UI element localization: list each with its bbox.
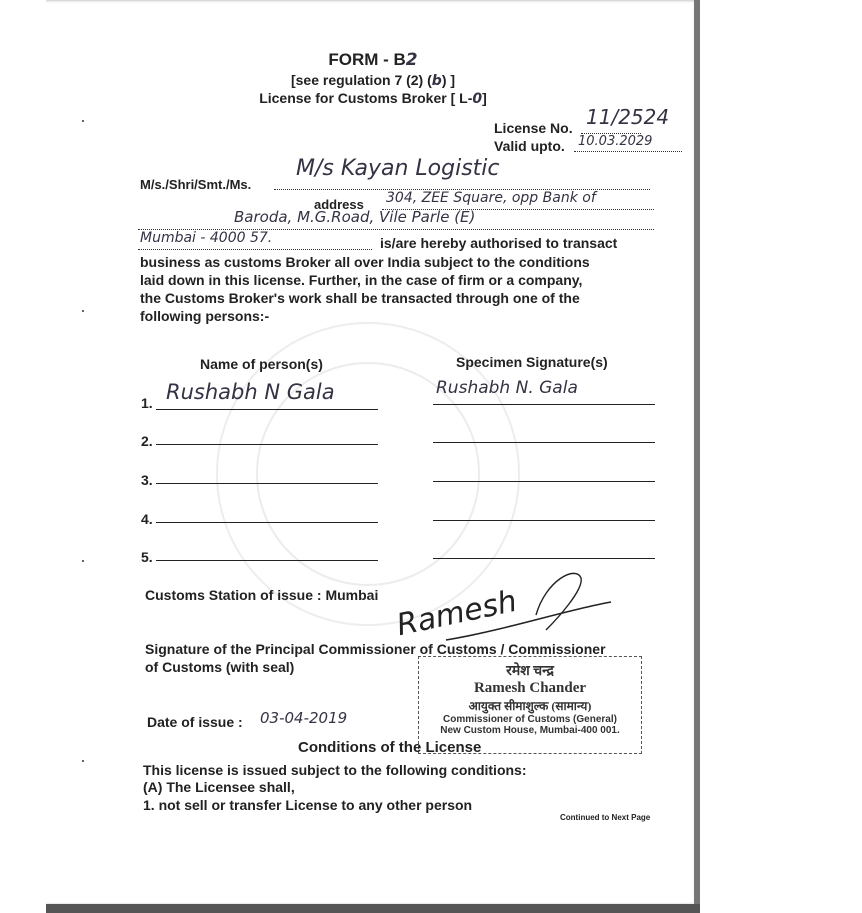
person-signature-line — [433, 404, 655, 405]
person-row-number: 5. — [141, 549, 153, 565]
scan-margin-right — [700, 0, 862, 913]
specimen-signature-header: Specimen Signature(s) — [456, 354, 608, 370]
continued-note: Continued to Next Page — [560, 813, 651, 822]
valid-upto-value: 10.03.2029 — [578, 134, 653, 149]
license-no-label: License No. — [494, 120, 573, 136]
licensee-name-value: M/s Kayan Logistic — [296, 156, 500, 181]
subtitle-handwritten: 0 — [472, 91, 483, 107]
date-of-issue-label: Date of issue : — [147, 714, 243, 730]
name-of-persons-header: Name of person(s) — [200, 356, 323, 372]
address-line-3: Mumbai - 4000 57. — [140, 230, 273, 246]
conditions-part-a: (A) The Licensee shall, — [143, 779, 295, 795]
license-document-page — [46, 0, 700, 905]
license-no-value: 11/2524 — [586, 105, 670, 129]
scan-speck — [82, 310, 84, 312]
page-right-edge-shadow — [694, 0, 700, 912]
conditions-heading: Conditions of the License — [298, 739, 482, 756]
commissioner-label-line-2: of Customs (with seal) — [145, 659, 295, 675]
form-title — [46, 50, 700, 70]
person-name-line — [156, 522, 378, 523]
regulation-text: [see regulation 7 (2) ( — [290, 72, 432, 88]
person-row-number: 4. — [141, 511, 153, 527]
conditions-intro: This license is issued subject to the following conditions: — [143, 762, 527, 778]
valid-upto-label: Valid upto. — [494, 138, 565, 154]
commissioner-signature: Ramesh — [393, 583, 520, 644]
regulation-end: ) ] — [441, 72, 456, 88]
date-of-issue-value: 03-04-2019 — [260, 709, 348, 727]
authorised-text: is/are hereby authorised to transact — [380, 235, 618, 251]
person-signature-line — [433, 520, 655, 521]
commissioner-label-line-1: Signature of the Principal Commissioner of Customs / Commissioner — [145, 641, 606, 657]
scan-margin-left — [0, 0, 46, 913]
signature-stroke — [446, 602, 611, 640]
person-name-line — [156, 409, 378, 410]
form-title-text: FORM - B — [328, 50, 406, 69]
conditions-item-1: 1. not sell or transfer License to any other person — [143, 797, 473, 813]
form-title-handwritten: 2 — [405, 50, 418, 70]
subtitle-text: License for Customs Broker [ L- — [259, 90, 473, 106]
address-line-1: 304, ZEE Square, opp Bank of — [386, 190, 596, 206]
scan-speck — [82, 760, 84, 762]
stamp-name: Ramesh Chander — [473, 680, 587, 696]
body-line-1: business as customs Broker all over India subject to the conditions — [140, 254, 590, 270]
person-row-number: 3. — [141, 472, 153, 488]
person-name-line — [156, 560, 378, 561]
scan-speck — [82, 560, 84, 562]
customs-station: Customs Station of issue : Mumbai — [145, 587, 379, 603]
scan-speck — [82, 120, 84, 122]
body-line-2: laid down in this license. Further, in the case of firm or a company, — [140, 272, 583, 288]
person-signature-line — [433, 558, 655, 559]
body-line-4: following persons:- — [140, 308, 270, 324]
licensee-name-label: M/s./Shri/Smt./Ms. — [140, 177, 252, 192]
stamp-hindi-name: रमेश चन्द्र — [506, 664, 554, 679]
body-line-3: the Customs Broker's work shall be transacted through one of the — [140, 290, 580, 306]
person-name-line — [156, 483, 378, 484]
person-name-value: Rushabh N Gala — [166, 380, 335, 404]
person-row-number: 2. — [141, 433, 153, 449]
subtitle-end: ] — [482, 90, 487, 106]
address-label: address — [314, 197, 364, 212]
person-signature-value: Rushabh N. Gala — [436, 378, 578, 398]
regulation-handwritten: b — [431, 73, 442, 89]
person-name-line — [156, 444, 378, 445]
stamp-title: Commissioner of Customs (General) — [443, 714, 617, 725]
signature-loop — [536, 573, 581, 630]
person-signature-line — [433, 442, 655, 443]
page-bottom-edge-shadow — [46, 904, 700, 913]
address-dots-3 — [138, 249, 372, 250]
signature-flourish — [386, 560, 626, 650]
stamp-address: New Custom House, Mumbai-400 001. — [440, 725, 620, 736]
stamp-hindi-title: आयुक्त सीमाशुल्क (सामान्य) — [468, 699, 592, 713]
person-row-number: 1. — [141, 395, 153, 411]
regulation-line — [46, 72, 700, 89]
person-signature-line — [433, 481, 655, 482]
valid-upto-dots — [574, 151, 682, 152]
address-line-2: Baroda, M.G.Road, Vile Parle (E) — [234, 208, 476, 226]
